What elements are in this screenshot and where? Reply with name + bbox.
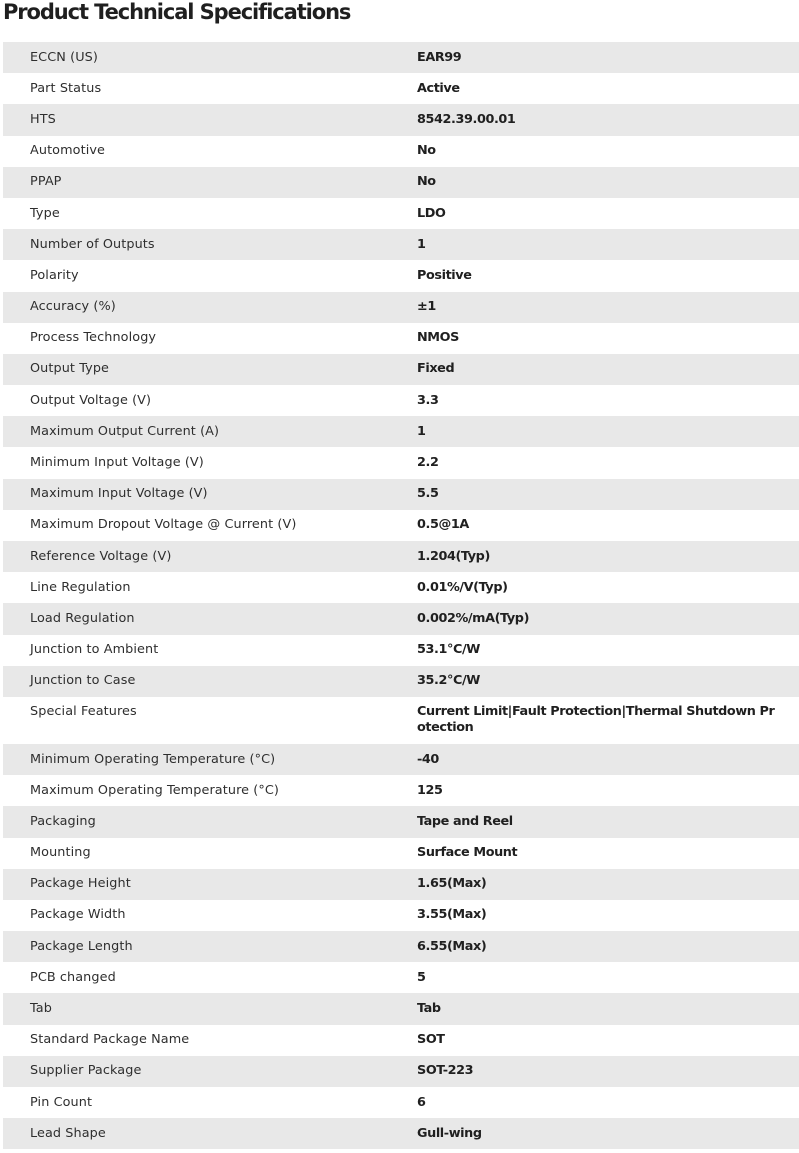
spec-label: HTS [3, 104, 417, 135]
spec-label: Number of Outputs [3, 229, 417, 260]
spec-value: 8542.39.00.01 [417, 104, 799, 135]
spec-row [3, 1025, 799, 1056]
spec-row [3, 385, 799, 416]
spec-value: Tape and Reel [417, 806, 799, 837]
spec-value: 125 [417, 775, 799, 806]
spec-value: SOT-223 [417, 1056, 799, 1087]
spec-value: -40 [417, 744, 799, 775]
spec-label: Junction to Case [3, 666, 417, 697]
spec-label: Part Status [3, 73, 417, 104]
spec-value: 0.5@1A [417, 510, 799, 541]
spec-value: 53.1°C/W [417, 635, 799, 666]
spec-label: Minimum Operating Temperature (°C) [3, 744, 417, 775]
spec-table [3, 42, 799, 1149]
spec-row [3, 447, 799, 478]
spec-value: Active [417, 73, 799, 104]
spec-value: Gull-wing [417, 1118, 799, 1149]
spec-label: Special Features [3, 697, 417, 744]
spec-value: 6 [417, 1087, 799, 1118]
spec-label: Tab [3, 993, 417, 1024]
spec-value: 6.55(Max) [417, 931, 799, 962]
spec-value: 2.2 [417, 447, 799, 478]
spec-label: Output Voltage (V) [3, 385, 417, 416]
spec-table-body [3, 42, 799, 1149]
spec-value: 1 [417, 229, 799, 260]
spec-value: Current Limit|Fault Protection|Thermal Shutdown Protection [417, 697, 799, 744]
spec-label: Pin Count [3, 1087, 417, 1118]
spec-row [3, 572, 799, 603]
spec-row [3, 1087, 799, 1118]
spec-row [3, 869, 799, 900]
spec-label: Load Regulation [3, 603, 417, 634]
spec-value: No [417, 136, 799, 167]
spec-row [3, 73, 799, 104]
spec-value: Tab [417, 993, 799, 1024]
spec-label: Accuracy (%) [3, 292, 417, 323]
spec-label: Line Regulation [3, 572, 417, 603]
spec-label: PPAP [3, 167, 417, 198]
spec-label: Junction to Ambient [3, 635, 417, 666]
spec-value: LDO [417, 198, 799, 229]
spec-row [3, 962, 799, 993]
spec-row [3, 1056, 799, 1087]
page-title: Product Technical Specifications [3, 0, 351, 24]
spec-row [3, 354, 799, 385]
spec-value: No [417, 167, 799, 198]
spec-row [3, 260, 799, 291]
spec-label: Packaging [3, 806, 417, 837]
spec-value: Positive [417, 260, 799, 291]
spec-row [3, 603, 799, 634]
spec-label: Process Technology [3, 323, 417, 354]
spec-label: Type [3, 198, 417, 229]
spec-row [3, 167, 799, 198]
spec-label: Minimum Input Voltage (V) [3, 447, 417, 478]
spec-row [3, 541, 799, 572]
spec-label: Package Height [3, 869, 417, 900]
spec-label: PCB changed [3, 962, 417, 993]
spec-value: 1.204(Typ) [417, 541, 799, 572]
spec-row [3, 697, 799, 744]
spec-label: Package Length [3, 931, 417, 962]
spec-label: Standard Package Name [3, 1025, 417, 1056]
spec-label: Reference Voltage (V) [3, 541, 417, 572]
spec-row [3, 744, 799, 775]
spec-row [3, 635, 799, 666]
spec-label: Maximum Input Voltage (V) [3, 479, 417, 510]
spec-value: ±1 [417, 292, 799, 323]
spec-label: Output Type [3, 354, 417, 385]
spec-row [3, 229, 799, 260]
spec-value: 5 [417, 962, 799, 993]
spec-value: Surface Mount [417, 838, 799, 869]
spec-value: 3.55(Max) [417, 900, 799, 931]
spec-row [3, 666, 799, 697]
spec-row [3, 198, 799, 229]
spec-label: Supplier Package [3, 1056, 417, 1087]
spec-label: Maximum Operating Temperature (°C) [3, 775, 417, 806]
spec-row [3, 1118, 799, 1149]
spec-row [3, 510, 799, 541]
spec-label: Maximum Output Current (A) [3, 416, 417, 447]
spec-label: Automotive [3, 136, 417, 167]
spec-value: SOT [417, 1025, 799, 1056]
spec-row [3, 42, 799, 73]
spec-label: Mounting [3, 838, 417, 869]
spec-label: Maximum Dropout Voltage @ Current (V) [3, 510, 417, 541]
spec-label: Lead Shape [3, 1118, 417, 1149]
spec-value: 35.2°C/W [417, 666, 799, 697]
spec-label: Package Width [3, 900, 417, 931]
spec-value: 0.01%/V(Typ) [417, 572, 799, 603]
spec-row [3, 900, 799, 931]
spec-value: 1.65(Max) [417, 869, 799, 900]
spec-label: ECCN (US) [3, 42, 417, 73]
spec-row [3, 323, 799, 354]
spec-value: Fixed [417, 354, 799, 385]
spec-label: Polarity [3, 260, 417, 291]
spec-row [3, 416, 799, 447]
spec-row [3, 479, 799, 510]
spec-row [3, 993, 799, 1024]
spec-row [3, 136, 799, 167]
spec-value: 1 [417, 416, 799, 447]
spec-value: EAR99 [417, 42, 799, 73]
spec-row [3, 292, 799, 323]
spec-value: 0.002%/mA(Typ) [417, 603, 799, 634]
spec-row [3, 931, 799, 962]
spec-value: NMOS [417, 323, 799, 354]
spec-value: 5.5 [417, 479, 799, 510]
spec-row [3, 806, 799, 837]
spec-row [3, 838, 799, 869]
spec-value: 3.3 [417, 385, 799, 416]
spec-row [3, 775, 799, 806]
spec-row [3, 104, 799, 135]
